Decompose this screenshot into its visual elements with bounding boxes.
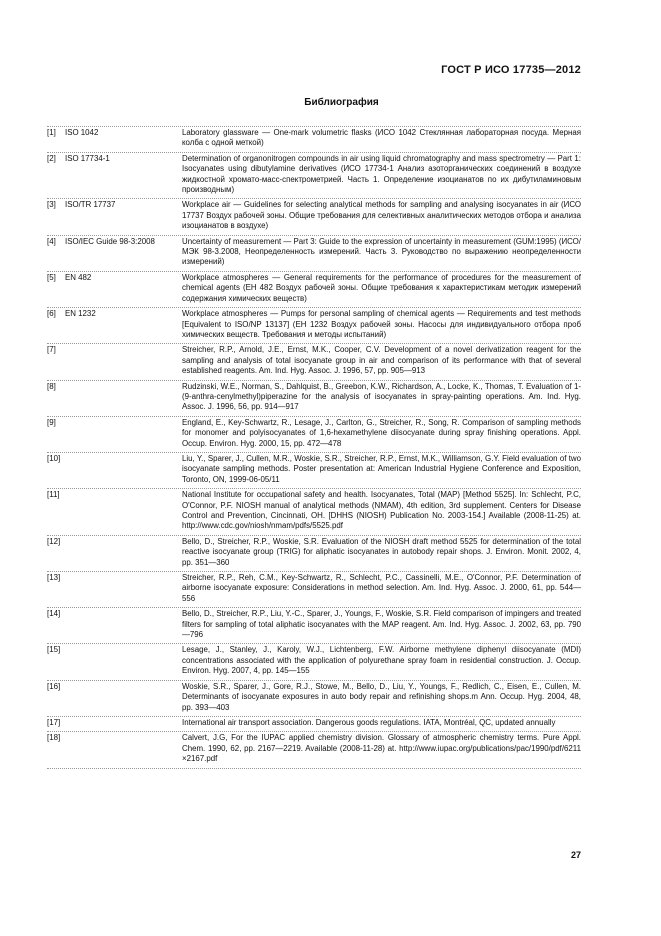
entry-reference <box>47 733 182 764</box>
entry-number: [18] <box>47 733 61 743</box>
entry-code: ISO/IEC Guide 98-3:2008 <box>65 236 155 246</box>
entry-code: ISO/TR 17737 <box>65 200 116 210</box>
entry-number: [5] <box>47 272 56 282</box>
entry-text: Bello, D., Streicher, R.P., Liu, Y.-C., Sparer, J., Youngs, F., Woskie, S.R. Field comparison of impingers and treated filters for sampling of total aliphatic isocyanates with the MAP reagent. Am. Ind. Hyg. Assoc. J. 2002, 63, pp. 790—796 <box>182 609 581 640</box>
entry-text: Lesage, J., Stanley, J., Karoly, W.J., Lichtenberg, F.W. Airborne methylene diphenyl diisocyanate (MDI) concentrations associated with the application of polyurethane spray foam in residential construction. J. Occup. Environ. Hyg. 2007, 4, pp. 145—155 <box>182 645 581 676</box>
entry-reference <box>47 200 182 231</box>
entry-text: Workplace atmospheres — Pumps for personal sampling of chemical agents — Requirements and test methods [Equivalent to ISO/NP 13137] (ЕН 1232 Воздух рабочей зоны. Насосы для индивидуального отбора проб химических веществ. Требования и методы испытаний) <box>182 309 581 339</box>
entry-number: [9] <box>47 417 56 427</box>
bibliography-entry <box>47 732 581 768</box>
entry-number: [6] <box>47 309 56 319</box>
entry-code: EN 482 <box>65 272 92 282</box>
entry-reference <box>47 128 182 149</box>
entry-text: Uncertainty of measurement — Part 3: Guide to the expression of uncertainty in measurement (GUM:1995) (ИСО/МЭК 98-3.2008, Неопределенность измерений. Часть 3. Руководство по выражению неопределенности измерений) <box>182 236 581 267</box>
entry-reference <box>47 682 182 713</box>
entry-text: Laboratory glassware — One-mark volumetric flasks (ИСО 1042 Стеклянная лабораторная посуда. Мерная колба с одной меткой) <box>182 128 581 148</box>
entry-reference <box>47 537 182 568</box>
entry-number: [8] <box>47 381 56 391</box>
bibliography-entry <box>47 344 581 380</box>
entry-reference <box>47 609 182 640</box>
entry-reference <box>47 645 182 676</box>
bibliography-entry <box>47 572 581 608</box>
entry-reference <box>47 382 182 413</box>
bibliography-entry <box>47 608 581 644</box>
entry-number: [12] <box>47 536 61 546</box>
bibliography-entry <box>47 236 581 272</box>
entry-text: Woskie, S.R., Sparer, J., Gore, R.J., Stowe, M., Bello, D., Liu, Y., Youngs, F., Redlich, C., Eisen, E., Cullen, M. Determinants of isocyanate exposures in auto body repair and refinishing shops.m Ann. Occup. Hyg. 2004, 48, pp. 393—403 <box>182 681 581 712</box>
bibliography-entry <box>47 489 581 536</box>
entry-reference <box>47 309 182 340</box>
entry-number: [14] <box>47 609 61 619</box>
bibliography-entry <box>47 717 581 732</box>
entry-code: ISO 1042 <box>65 128 99 137</box>
entry-text: Streicher, R.P., Arnold, J.E., Ernst, M.K., Cooper, C.V. Development of a novel derivatization reagent for the sampling and analysis of total isocyanate group in air and comparison of its performance with that of several established reagents. Am. Ind. Hyg. Assoc. J. 1996, 57, pp. 905—913 <box>182 345 581 376</box>
entry-text: Determination of organonitrogen compounds in air using liquid chromatography and mass spectrometry — Part 1: Isocyanates using dibutylamine derivatives (ИСО 17734-1 Анализ азоторганических соединений в воздухе жидкостной хромато-масс-спектрометрией. Часть 1. Определение изоцианатов по их дибутиламиновым производным) <box>182 153 581 195</box>
bibliography-entry <box>47 381 581 417</box>
entry-number: [3] <box>47 200 56 210</box>
entry-text: National Institute for occupational safety and health. Isocyanates, Total (MAP) [Method 5525]. In: Schlecht, P.C, O'Connor, P.F. NIOSH manual of analytical methods (NMAM), 4th edition, 3rd supplement. Centers for Disease Control and Prevention, Cincinnati, OH. [DHHS (NIOSH) Publication No. 2003-154.] Available (2008-11-25) at. http://www.cdc.gov/niosh/nmam/pdfs/5525.pdf <box>182 490 581 531</box>
entry-number: [10] <box>47 453 61 463</box>
entry-number: [16] <box>47 681 61 691</box>
entry-text: Workplace atmospheres — General requirements for the performance of procedures for the measurement of chemical agents (ЕН 482 Воздух рабочей зоны. Общие требования к характеристикам методик измерений содержания химических веществ) <box>182 272 581 303</box>
entry-text: Bello, D., Streicher, R.P., Woskie, S.R. Evaluation of the NIOSH draft method 5525 for determination of the total reactive isocyanate group (TRIG) for aliphatic isocyanates in autobody repair shops. J. Environ. Monit. 2002, 4, pp. 351—360 <box>182 536 581 567</box>
entry-number: [13] <box>47 573 61 583</box>
entry-text: Rudzinski, W.E., Norman, S., Dahlquist, B., Greebon, K.W., Richardson, A., Locke, K., Thomas, T. Evaluation of 1-(9-anthra-cenylmethyl)piperazine for the analysis of isocyanates in spray-painting operations. Am. Ind. Hyg. Assoc. J. 1996, 56, pp. 914—917 <box>182 381 581 412</box>
bibliography-entry <box>47 272 581 308</box>
bibliography-entry <box>47 199 581 235</box>
bibliography-entry <box>47 644 581 680</box>
entry-code: EN 1232 <box>65 309 96 319</box>
standard-header: ГОСТ Р ИСО 17735—2012 <box>441 64 581 76</box>
entry-reference <box>47 345 182 376</box>
entry-reference <box>47 154 182 196</box>
bibliography-entry <box>47 536 581 572</box>
bibliography-entry <box>47 681 581 717</box>
entry-number: [11] <box>47 490 60 500</box>
entry-reference <box>47 573 182 604</box>
entry-text: International air transport association. Dangerous goods regulations. IATA, Montréal, QC, updated annually <box>182 717 556 727</box>
bibliography-entry <box>47 417 581 453</box>
entry-number: [15] <box>47 645 61 655</box>
entry-text: Calvert, J.G, For the IUPAC applied chemistry division. Glossary of atmospheric chemistry terms. Pure Appl. Chem. 1990, 62, pp. 2167—2219. Available (2008-11-28) at. http://www.iupac.org/publications/pac/1990/pdf/6211 ×2167.pdf <box>182 733 581 764</box>
bibliography-title: Библиография <box>304 97 379 108</box>
entry-number: [7] <box>47 345 56 355</box>
entry-code: ISO 17734-1 <box>65 153 110 163</box>
entry-text: Liu, Y., Sparer, J., Cullen, M.R., Woskie, S.R., Streicher, R.P., Ernst, M.K., Williamson, G.Y. Field evaluation of two isocyanate sampling methods. Poster presentation at: American Industrial Hygiene Conference and Exposition, Toronto, ON, 1999-06-05/11 <box>182 453 581 484</box>
entry-number: [2] <box>47 153 56 163</box>
entry-reference <box>47 718 182 728</box>
entry-number: [17] <box>47 717 61 727</box>
bibliography-list <box>47 126 581 769</box>
entry-text: Workplace air — Guidelines for selecting analytical methods for sampling and analysing isocyanates in air (ИСО 17737 Воздух рабочей зоны. Общие требования для селективных аналитических методов отбора и анализа изоцианатов в воздухе) <box>182 200 581 231</box>
entry-reference <box>47 454 182 485</box>
entry-text: Streicher, R.P., Reh, C.M., Key-Schwartz, R., Schlecht, P.C., Cassinelli, M.E., O'Connor, P.F. Determination of airborne isocyanate exposure: Considerations in method selection. Am. Ind. Hyg. Assoc. J. 2000, 61, pp. 544—556 <box>182 573 581 603</box>
entry-reference <box>47 490 182 532</box>
page-number: 27 <box>570 850 581 860</box>
bibliography-entry <box>47 127 581 153</box>
bibliography-entry <box>47 153 581 200</box>
entry-reference <box>47 237 182 268</box>
entry-reference <box>47 273 182 304</box>
entry-number: [1] <box>47 128 56 137</box>
entry-text: England, E., Key-Schwartz, R., Lesage, J., Carlton, G., Streicher, R., Song, R. Comparison of sampling methods for monomer and polyisocyanates of 1,6-hexamethylene diisocyanate during spray finishing operations. Appl. Occup. Environ. Hyg. 2000, 15, pp. 472—478 <box>182 417 581 448</box>
bibliography-entry <box>47 308 581 344</box>
entry-reference <box>47 418 182 449</box>
entry-number: [4] <box>47 236 56 246</box>
bibliography-entry <box>47 453 581 489</box>
